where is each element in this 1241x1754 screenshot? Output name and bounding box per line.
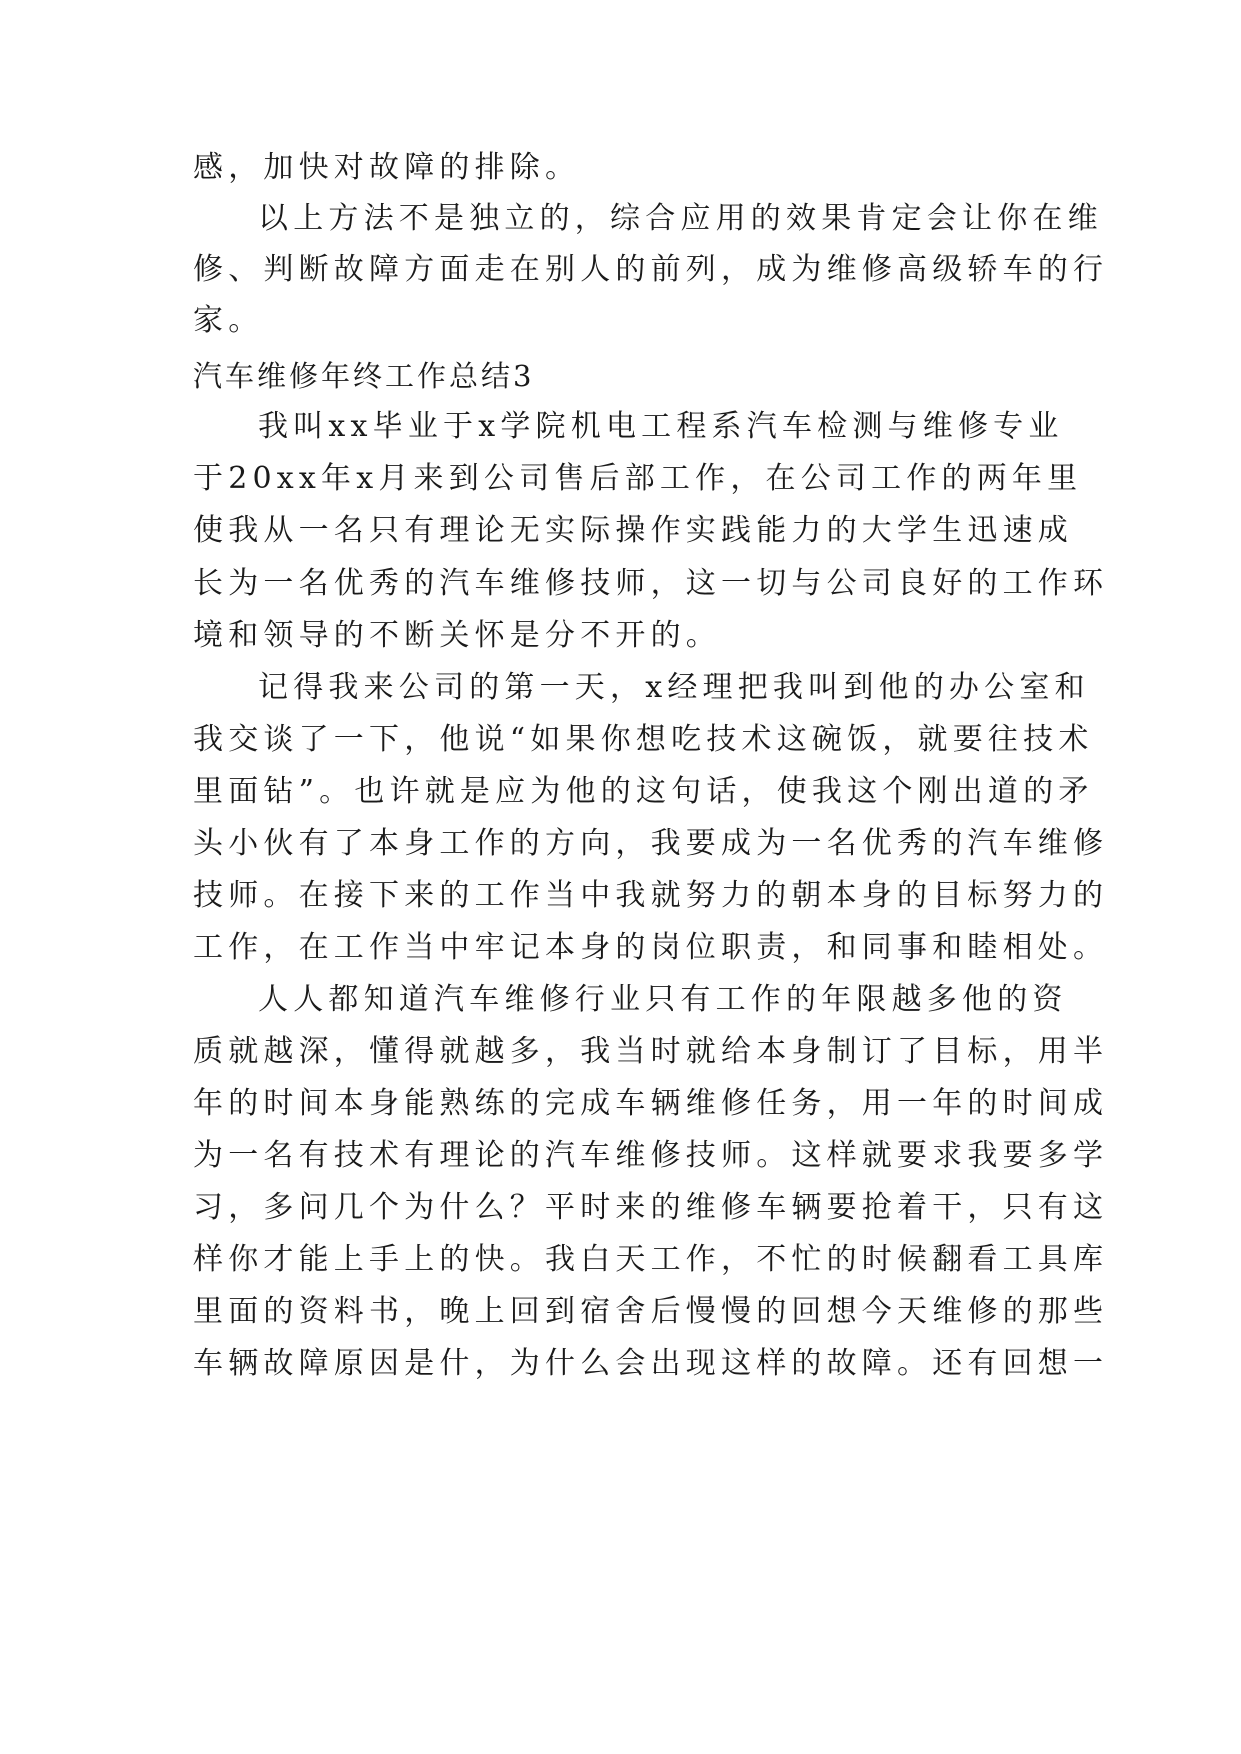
paragraph-first-line: 人人都知道汽车维修行业只有工作的年限越多他的资 (258, 982, 1068, 1017)
paragraph-first-line: 以上方法不是独立的，综合应用的效果肯定会让你在维 (258, 201, 1103, 236)
body-text-line: 于20xx年x月来到公司售后部工作，在公司工作的两年里 (193, 461, 1083, 496)
paragraph-first-line: 记得我来公司的第一天，x经理把我叫到他的办公室和 (258, 670, 1090, 705)
body-text-line: 年的时间本身能熟练的完成车辆维修任务，用一年的时间成 (193, 1086, 1109, 1121)
body-text-line: 质就越深，懂得就越多，我当时就给本身制订了目标，用半 (193, 1034, 1109, 1069)
body-text-line: 修、判断故障方面走在别人的前列，成为维修高级轿车的行 (193, 252, 1109, 287)
body-text-line: 使我从一名只有理论无实际操作实践能力的大学生迅速成 (193, 513, 1073, 548)
body-text-line: 家。 (193, 303, 264, 338)
body-text-line: 工作，在工作当中牢记本身的岗位职责，和同事和睦相处。 (193, 930, 1109, 965)
body-text-line: 我交谈了一下，他说“如果你想吃技术这碗饭，就要往技术 (193, 722, 1094, 757)
body-text-line: 车辆故障原因是什，为什么会出现这样的故障。还有回想一 (193, 1346, 1109, 1381)
paragraph-first-line: 我叫xx毕业于x学院机电工程系汽车检测与维修专业 (258, 409, 1064, 444)
body-text-line: 头小伙有了本身工作的方向，我要成为一名优秀的汽车维修 (193, 826, 1109, 861)
section-heading: 汽车维修年终工作总结3 (193, 359, 535, 393)
body-text-line: 里面的资料书，晚上回到宿舍后慢慢的回想今天维修的那些 (193, 1294, 1109, 1329)
body-text-line: 境和领导的不断关怀是分不开的。 (193, 618, 721, 653)
body-text-line: 技师。在接下来的工作当中我就努力的朝本身的目标努力的 (193, 878, 1109, 913)
body-text-line: 习，多问几个为什么？平时来的维修车辆要抢着干，只有这 (193, 1190, 1109, 1225)
body-text-line: 长为一名优秀的汽车维修技师，这一切与公司良好的工作环 (193, 566, 1109, 601)
body-text-line: 里面钻”。也许就是应为他的这句话，使我这个刚出道的矛 (193, 774, 1094, 809)
body-text-line: 为一名有技术有理论的汽车维修技师。这样就要求我要多学 (193, 1138, 1109, 1173)
body-text-line: 感，加快对故障的排除。 (193, 150, 581, 185)
body-text-line: 样你才能上手上的快。我白天工作，不忙的时候翻看工具库 (193, 1242, 1109, 1277)
